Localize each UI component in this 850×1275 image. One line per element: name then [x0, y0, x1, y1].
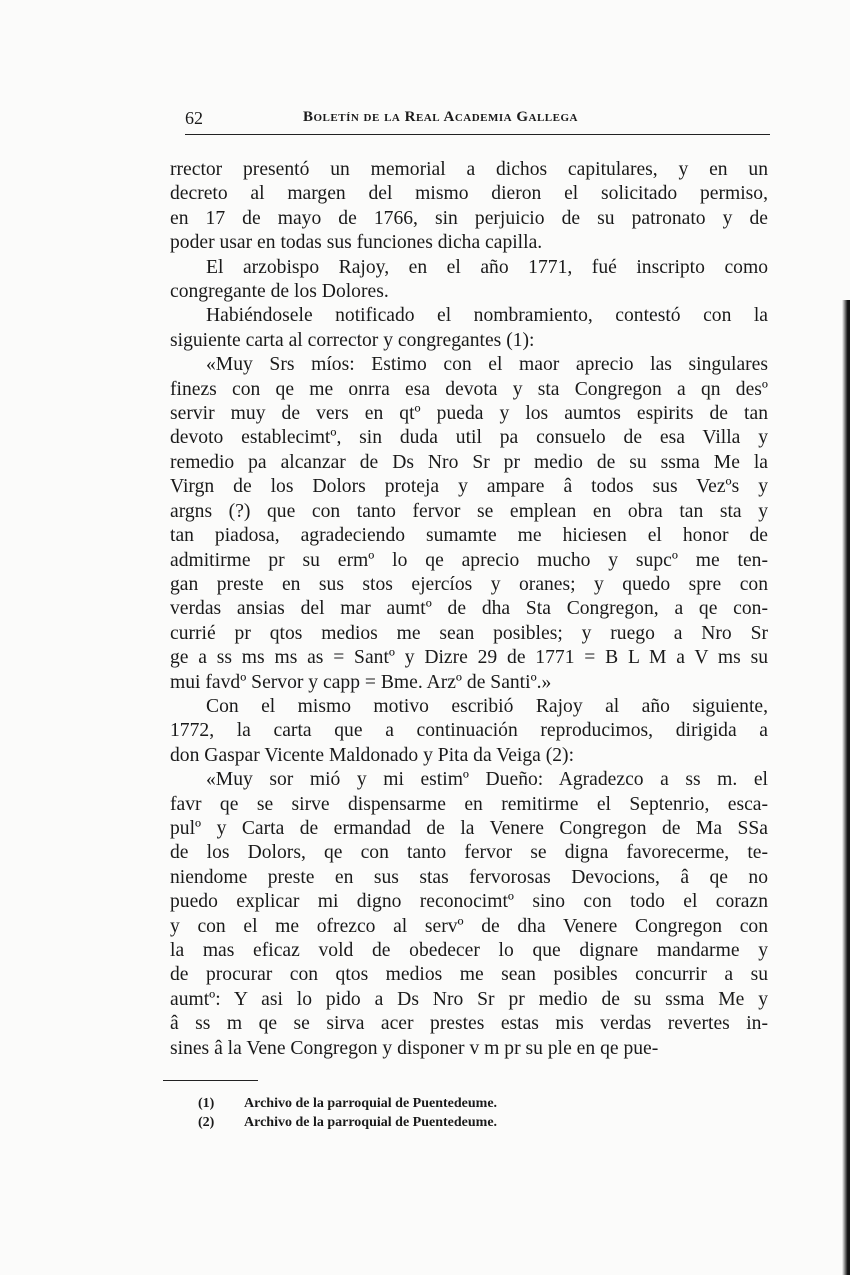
text-line: devoto establecimtº, sin duda util pa consuelo de esa Villa y: [170, 427, 768, 449]
text-line: admitirme pr su ermº lo qe aprecio mucho y supcº me ten-: [170, 549, 768, 571]
footnote-mark: (1): [198, 1096, 215, 1111]
running-title: Boletín de la Real Academia Gallega: [303, 109, 578, 125]
text-line: pulº y Carta de ermandad de la Venere Congregon de Ma SSa: [170, 817, 768, 839]
text-line: El arzobispo Rajoy, en el año 1771, fué inscripto como: [206, 256, 768, 278]
text-line: congregante de los Dolores.: [170, 281, 389, 303]
body-text: [170, 158, 768, 1061]
text-line: «Muy sor mió y mi estimº Dueño: Agradezco a ss m. el: [206, 769, 768, 791]
text-line: argns (?) que con tanto fervor se emplean en obra tan sta y: [170, 500, 768, 522]
text-line: Habiéndosele notificado el nombramiento, contestó con la: [206, 305, 768, 327]
text-line: ge a ss ms ms as = Santº y Dizre 29 de 1771 = B L M a V ms su: [170, 647, 768, 669]
page-binding-edge: [842, 300, 850, 1275]
footnote: [198, 1113, 698, 1132]
paragraph: [170, 256, 768, 305]
text-line: servir muy de vers en qtº pueda y los aumtos espirits de tan: [170, 403, 768, 425]
text-line: 1772, la carta que a continuación reproducimos, dirigida a: [170, 720, 768, 742]
text-line: de los Dolors, qe con tanto fervor se digna favorecerme, te-: [170, 842, 768, 864]
footnote: [198, 1094, 698, 1113]
footnote-text: Archivo de la parroquial de Puentedeume.: [244, 1115, 498, 1130]
page-number: 62: [185, 108, 203, 128]
text-line: mui favdº Servor y capp = Bme. Arzº de Santiº.»: [170, 671, 552, 693]
footnote-mark: (2): [198, 1115, 215, 1130]
text-line: niendome preste en sus stas fervorosas Devocions, â qe no: [170, 866, 768, 888]
text-line: Virgn de los Dolors proteja y ampare â todos sus Vezºs y: [170, 476, 768, 498]
text-line: decreto al margen del mismo dieron el solicitado permiso,: [170, 183, 768, 205]
paragraph: [170, 158, 768, 256]
text-line: currié pr qtos medios me sean posibles; y ruego a Nro Sr: [170, 622, 768, 644]
footnote-divider: [163, 1080, 258, 1081]
text-line: sines â la Vene Congregon y disponer v m pr su ple en qe pue-: [170, 1037, 659, 1059]
text-line: finezs con qe me onrra esa devota y sta Congregon a qn desº: [170, 378, 768, 400]
text-line: en 17 de mayo de 1766, sin perjuicio de su patronato y de: [170, 207, 768, 229]
text-line: remedio pa alcanzar de Ds Nro Sr pr medio de su ssma Me la: [170, 451, 768, 473]
text-line: â ss m qe se sirva acer prestes estas mis verdas revertes in-: [170, 1013, 768, 1035]
paragraph: [170, 695, 768, 768]
text-line: siguiente carta al corrector y congregantes (1):: [170, 329, 535, 351]
text-line: favr qe se sirve dispensarme en remitirme el Septenrio, esca-: [170, 793, 768, 815]
paragraph: [170, 353, 768, 695]
text-line: tan piadosa, agradeciendo sumamte me hiciesen el honor de: [170, 525, 768, 547]
text-line: la mas eficaz vold de obedecer lo que dignare mandarme y: [170, 940, 768, 961]
footnotes: [198, 1094, 698, 1132]
text-line: de procurar con qtos medios me sean posibles concurrir a su: [170, 964, 768, 986]
paragraph: [170, 768, 768, 1061]
text-line: rrector presentó un memorial a dichos capitulares, y en un: [170, 159, 768, 180]
page-header: [185, 108, 770, 135]
paragraph: [170, 304, 768, 353]
text-line: «Muy Srs míos: Estimo con el maor aprecio las singulares: [206, 354, 768, 376]
text-line: y con el me ofrezco al servº de dha Venere Congregon con: [170, 915, 768, 937]
footnote-text: Archivo de la parroquial de Puentedeume.: [244, 1096, 498, 1111]
text-line: poder usar en todas sus funciones dicha capilla.: [170, 232, 543, 254]
text-line: verdas ansias del mar aumtº de dha Sta Congregon, a qe con-: [170, 598, 768, 620]
text-line: don Gaspar Vicente Maldonado y Pita da Veiga (2):: [170, 744, 575, 766]
text-line: gan preste en sus stos ejercíos y oranes; y quedo spre con: [170, 573, 768, 595]
text-line: puedo explicar mi digno reconocimtº sino con todo el corazn: [170, 891, 768, 913]
text-line: Con el mismo motivo escribió Rajoy al año siguiente,: [206, 695, 768, 717]
text-line: aumtº: Y asi lo pido a Ds Nro Sr pr medio de su ssma Me y: [170, 988, 768, 1010]
